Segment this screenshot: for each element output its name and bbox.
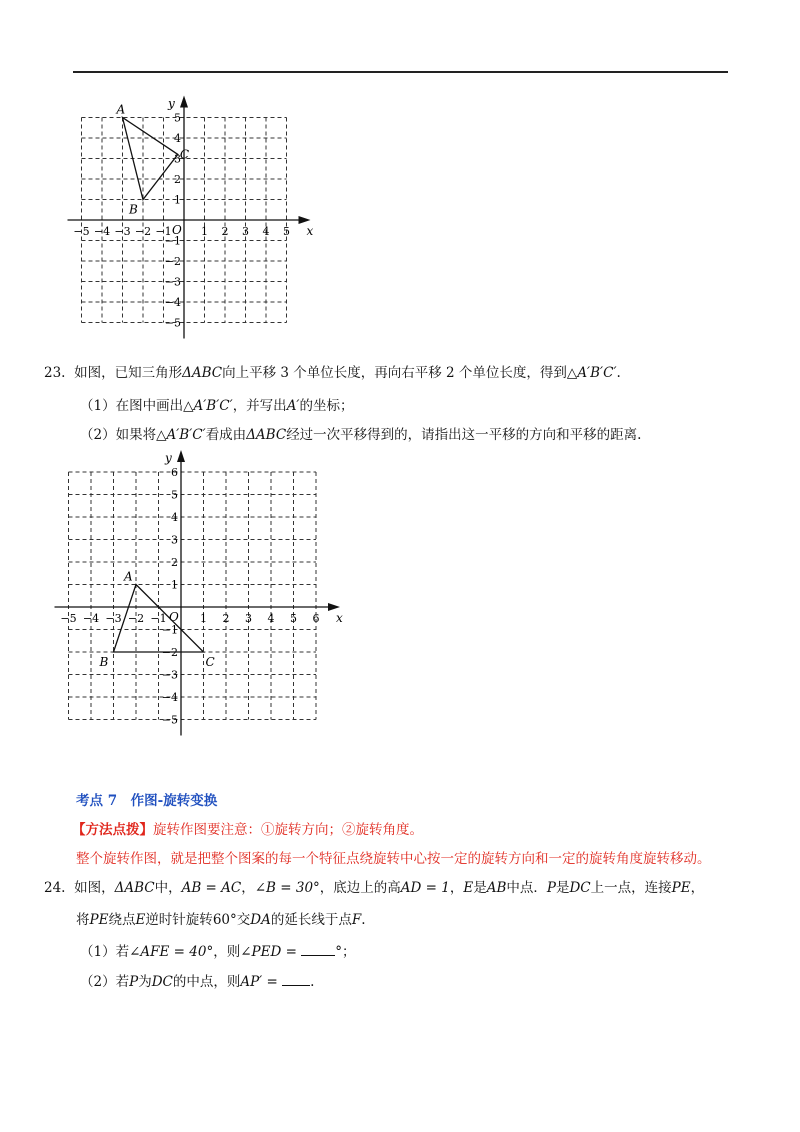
x-tick-label: 3 bbox=[242, 225, 249, 238]
x-axis-label: x bbox=[306, 224, 314, 238]
x-tick-label: 5 bbox=[283, 225, 290, 238]
x-tick-label: 6 bbox=[312, 612, 320, 625]
y-tick-label: −2 bbox=[161, 646, 178, 659]
method-tip-detail: 整个旋转作图，就是把整个图案的每一个特征点绕旋转中心按一定的旋转方向和一定的旋转角度旋转移动。 bbox=[76, 851, 711, 867]
y-tick-label: 1 bbox=[174, 193, 181, 207]
y-tick-label: 2 bbox=[171, 556, 178, 569]
q24-part2: （2）若P为DC的中点，则AP′ = . bbox=[80, 974, 315, 990]
y-tick-label: −4 bbox=[161, 691, 178, 704]
vertex-label-b: B bbox=[99, 655, 109, 669]
section-title: 考点 7 作图-旋转变换 bbox=[76, 793, 218, 809]
question-number: 24. bbox=[44, 880, 66, 896]
y-axis-arrow bbox=[177, 450, 185, 462]
x-tick-label: 1 bbox=[200, 612, 207, 625]
origin-label: O bbox=[172, 223, 182, 237]
y-tick-label: 6 bbox=[171, 466, 178, 479]
q23-stem: 23. 如图，已知三角形ΔABC向上平移 3 个单位长度，再向右平移 2 个单位长度，得到△A′B′C′. bbox=[44, 365, 621, 381]
vertex-label-b: B bbox=[129, 202, 138, 217]
x-tick-label: −3 bbox=[114, 225, 131, 238]
x-tick-label: 4 bbox=[267, 612, 275, 625]
method-tip: 【方法点拨】旋转作图要注意：①旋转方向；②旋转角度。 bbox=[72, 822, 423, 838]
y-tick-label: −5 bbox=[161, 713, 178, 727]
x-tick-label: −1 bbox=[150, 612, 167, 625]
x-axis-arrow bbox=[328, 603, 340, 611]
origin-label: O bbox=[169, 610, 179, 624]
q24-stem-line2: 将PE绕点E逆时针旋转60°交DA的延长线于点F. bbox=[76, 912, 366, 928]
vertex-label-c: C bbox=[205, 655, 215, 669]
y-tick-label: 3 bbox=[174, 152, 181, 166]
vertex-label-a: A bbox=[116, 102, 126, 117]
vertex-label-a: A bbox=[124, 569, 133, 584]
x-tick-label: −5 bbox=[60, 612, 77, 625]
x-tick-label: −2 bbox=[127, 612, 145, 625]
q24-part1: （1）若∠AFE = 40°，则∠PED = °； bbox=[80, 944, 356, 960]
y-tick-label: 3 bbox=[171, 533, 178, 547]
y-tick-label: 1 bbox=[171, 578, 178, 592]
y-tick-label: −5 bbox=[164, 316, 181, 330]
coordinate-grid-2 bbox=[60, 446, 368, 746]
x-tick-label: 2 bbox=[222, 612, 230, 625]
x-tick-label: −3 bbox=[105, 612, 122, 625]
q23-part1: （1）在图中画出△A′B′C′，并写出A′的坐标； bbox=[80, 398, 354, 414]
y-tick-label: 2 bbox=[174, 173, 181, 186]
y-tick-label: 5 bbox=[174, 111, 181, 125]
y-axis-arrow bbox=[180, 96, 188, 108]
y-tick-label: −3 bbox=[164, 275, 181, 289]
x-tick-label: 4 bbox=[262, 225, 270, 238]
x-tick-label: 1 bbox=[201, 225, 208, 238]
y-tick-label: −1 bbox=[161, 623, 178, 637]
x-tick-label: −2 bbox=[134, 225, 152, 238]
y-axis-label: y bbox=[165, 451, 172, 465]
y-tick-label: 4 bbox=[174, 132, 181, 145]
x-tick-label: −5 bbox=[73, 225, 90, 238]
x-axis-arrow bbox=[299, 216, 311, 224]
q24-stem-line1: 24. 如图，ΔABC中，AB = AC，∠B = 30°，底边上的高AD = 1，E是AB中点．P是DC上一点，连接PE， bbox=[44, 880, 705, 896]
answer-blank[interactable] bbox=[301, 943, 335, 956]
coordinate-grid-1 bbox=[70, 92, 330, 348]
y-axis-label: y bbox=[168, 96, 175, 111]
x-tick-label: 5 bbox=[290, 612, 297, 625]
y-tick-label: 4 bbox=[171, 511, 178, 524]
x-tick-label: −1 bbox=[155, 225, 172, 238]
x-tick-label: 3 bbox=[245, 612, 252, 625]
y-tick-label: −2 bbox=[164, 255, 181, 268]
x-axis-label: x bbox=[336, 611, 343, 625]
y-tick-label: −3 bbox=[161, 668, 178, 682]
x-tick-label: −4 bbox=[93, 225, 111, 238]
answer-blank[interactable] bbox=[282, 973, 310, 986]
y-tick-label: −1 bbox=[164, 234, 181, 248]
y-tick-label: 5 bbox=[171, 488, 178, 502]
y-tick-label: −4 bbox=[164, 296, 181, 309]
vertex-label-c: C bbox=[179, 147, 190, 162]
x-tick-label: −4 bbox=[82, 612, 100, 625]
header-rule bbox=[73, 71, 728, 73]
x-tick-label: 2 bbox=[221, 225, 229, 238]
question-number: 23. bbox=[44, 365, 66, 381]
q23-part2: （2）如果将△A′B′C′看成由ΔABC经过一次平移得到的，请指出这一平移的方向和平移的距离. bbox=[80, 427, 642, 443]
